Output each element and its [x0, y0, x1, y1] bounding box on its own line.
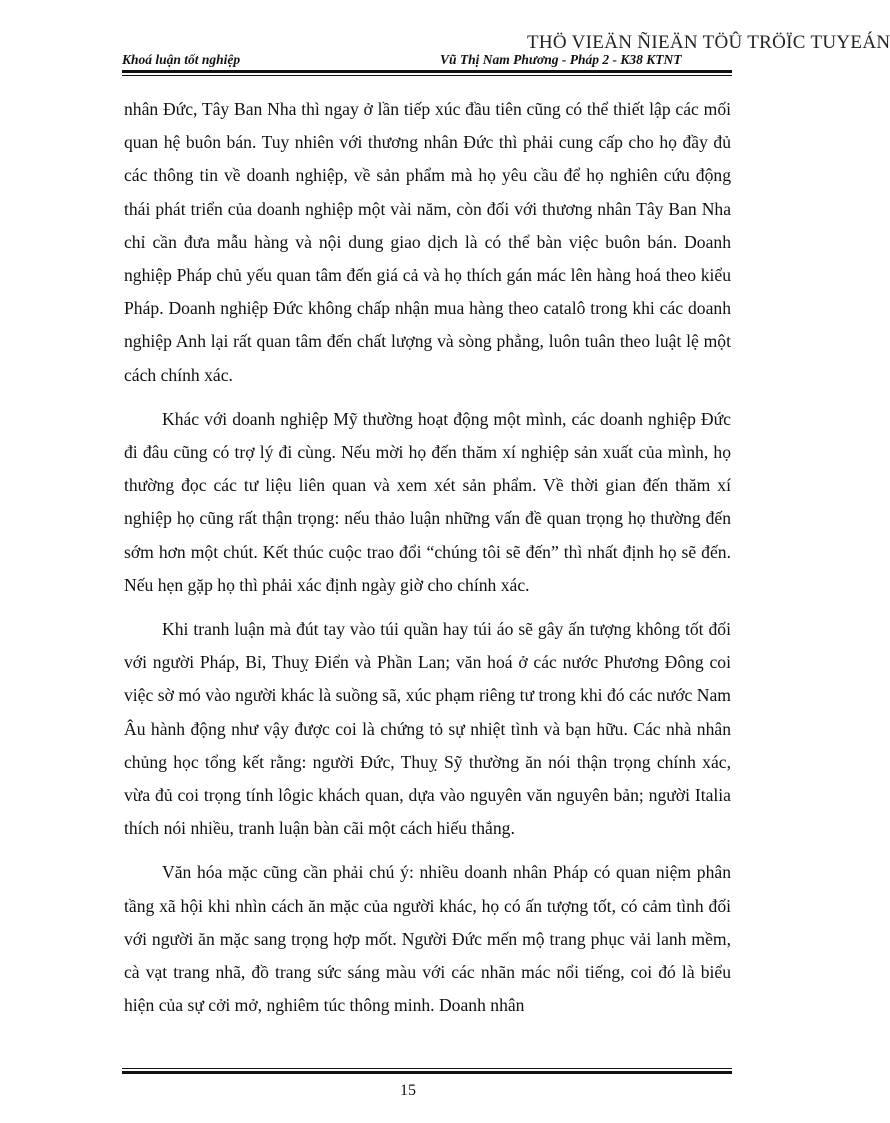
header-rule-thick [122, 70, 732, 73]
paragraph-1: nhân Đức, Tây Ban Nha thì ngay ở lần tiếp xúc đầu tiên cũng có thể thiết lập các mối quan hệ buôn bán. Tuy nhiên với thương nhân Đức thì phải cung cấp cho họ đầy đủ các thông tin về doanh nghiệp, về sản phẩm mà họ yêu cầu để họ nghiên cứu động thái phát triển của doanh nghiệp một vài năm, còn đối với thương nhân Tây Ban Nha chỉ cần đưa mẫu hàng và nội dung giao dịch là có thể bàn việc buôn bán. Doanh nghiệp Pháp chủ yếu quan tâm đến giá cả và họ thích gán mác lên hàng hoá theo kiểu Pháp. Doanh nghiệp Đức không chấp nhận mua hàng theo catalô trong khi các doanh nghiệp Anh lại rất quan tâm đến chất lượng và sòng phẳng, luôn tuân theo luật lệ một cách chính xác. [124, 99, 731, 385]
body-text [124, 93, 731, 1033]
header-author-info: Vũ Thị Nam Phương - Pháp 2 - K38 KTNT [440, 52, 682, 67]
paragraph-4: Văn hóa mặc cũng cần phải chú ý: nhiều doanh nhân Pháp có quan niệm phân tầng xã hội khi nhìn cách ăn mặc của người khác, họ có ấn tượng tốt, có cảm tình đối với người ăn mặc sang trọng hợp mốt. Người Đức mến mộ trang phục vải lanh mềm, cà vạt trang nhã, đồ trang sức sáng màu với các nhãn mác nổi tiếng, coi đó là biểu hiện của sự cởi mở, nghiêm túc thông minh. Doanh nhân [124, 862, 731, 1016]
watermark-text: THÖ VIEÄN ÑIEÄN TÖÛ TRÖÏC TUYEÁN [527, 32, 890, 53]
paragraph-2: Khác với doanh nghiệp Mỹ thường hoạt động một mình, các doanh nghiệp Đức đi đâu cũng có trợ lý đi cùng. Nếu mời họ đến thăm xí nghiệp sản xuất của mình, họ thường đọc các tư liệu liên quan và xem xét sản phẩm. Về thời gian đến thăm xí nghiệp họ cũng rất thận trọng: nếu thảo luận những vấn đề quan trọng họ thường đến sớm hơn một chút. Kết thúc cuộc trao đổi “chúng tôi sẽ đến” thì nhất định họ sẽ đến. Nếu hẹn gặp họ thì phải xác định ngày giờ cho chính xác. [124, 408, 731, 595]
header-document-type: Khoá luận tốt nghiệp [122, 52, 241, 67]
footer-rule-thick [122, 1071, 732, 1074]
header-rule-thin [122, 75, 732, 76]
paragraph-3: Khi tranh luận mà đút tay vào túi quần hay túi áo sẽ gây ấn tượng không tốt đối với người Pháp, Bỉ, Thuỵ Điển và Phần Lan; văn hoá ở các nước Phương Đông coi việc sờ mó vào người khác là suồng sã, xúc phạm riêng tư trong khi đó các nước Nam Âu hành động như vậy được coi là chứng tỏ sự nhiệt tình và bạn hữu. Các nhà nhân chủng học tổng kết rằng: người Đức, Thuỵ Sỹ thường ăn nói thận trọng chính xác, vừa đủ coi trọng tính lôgic khách quan, dựa vào nguyên văn nguyên bản; người Italia thích nói nhiều, tranh luận bàn cãi một cách hiếu thắng. [124, 619, 731, 839]
page-number: 15 [400, 1082, 416, 1099]
footer-rule-thin [122, 1068, 732, 1069]
